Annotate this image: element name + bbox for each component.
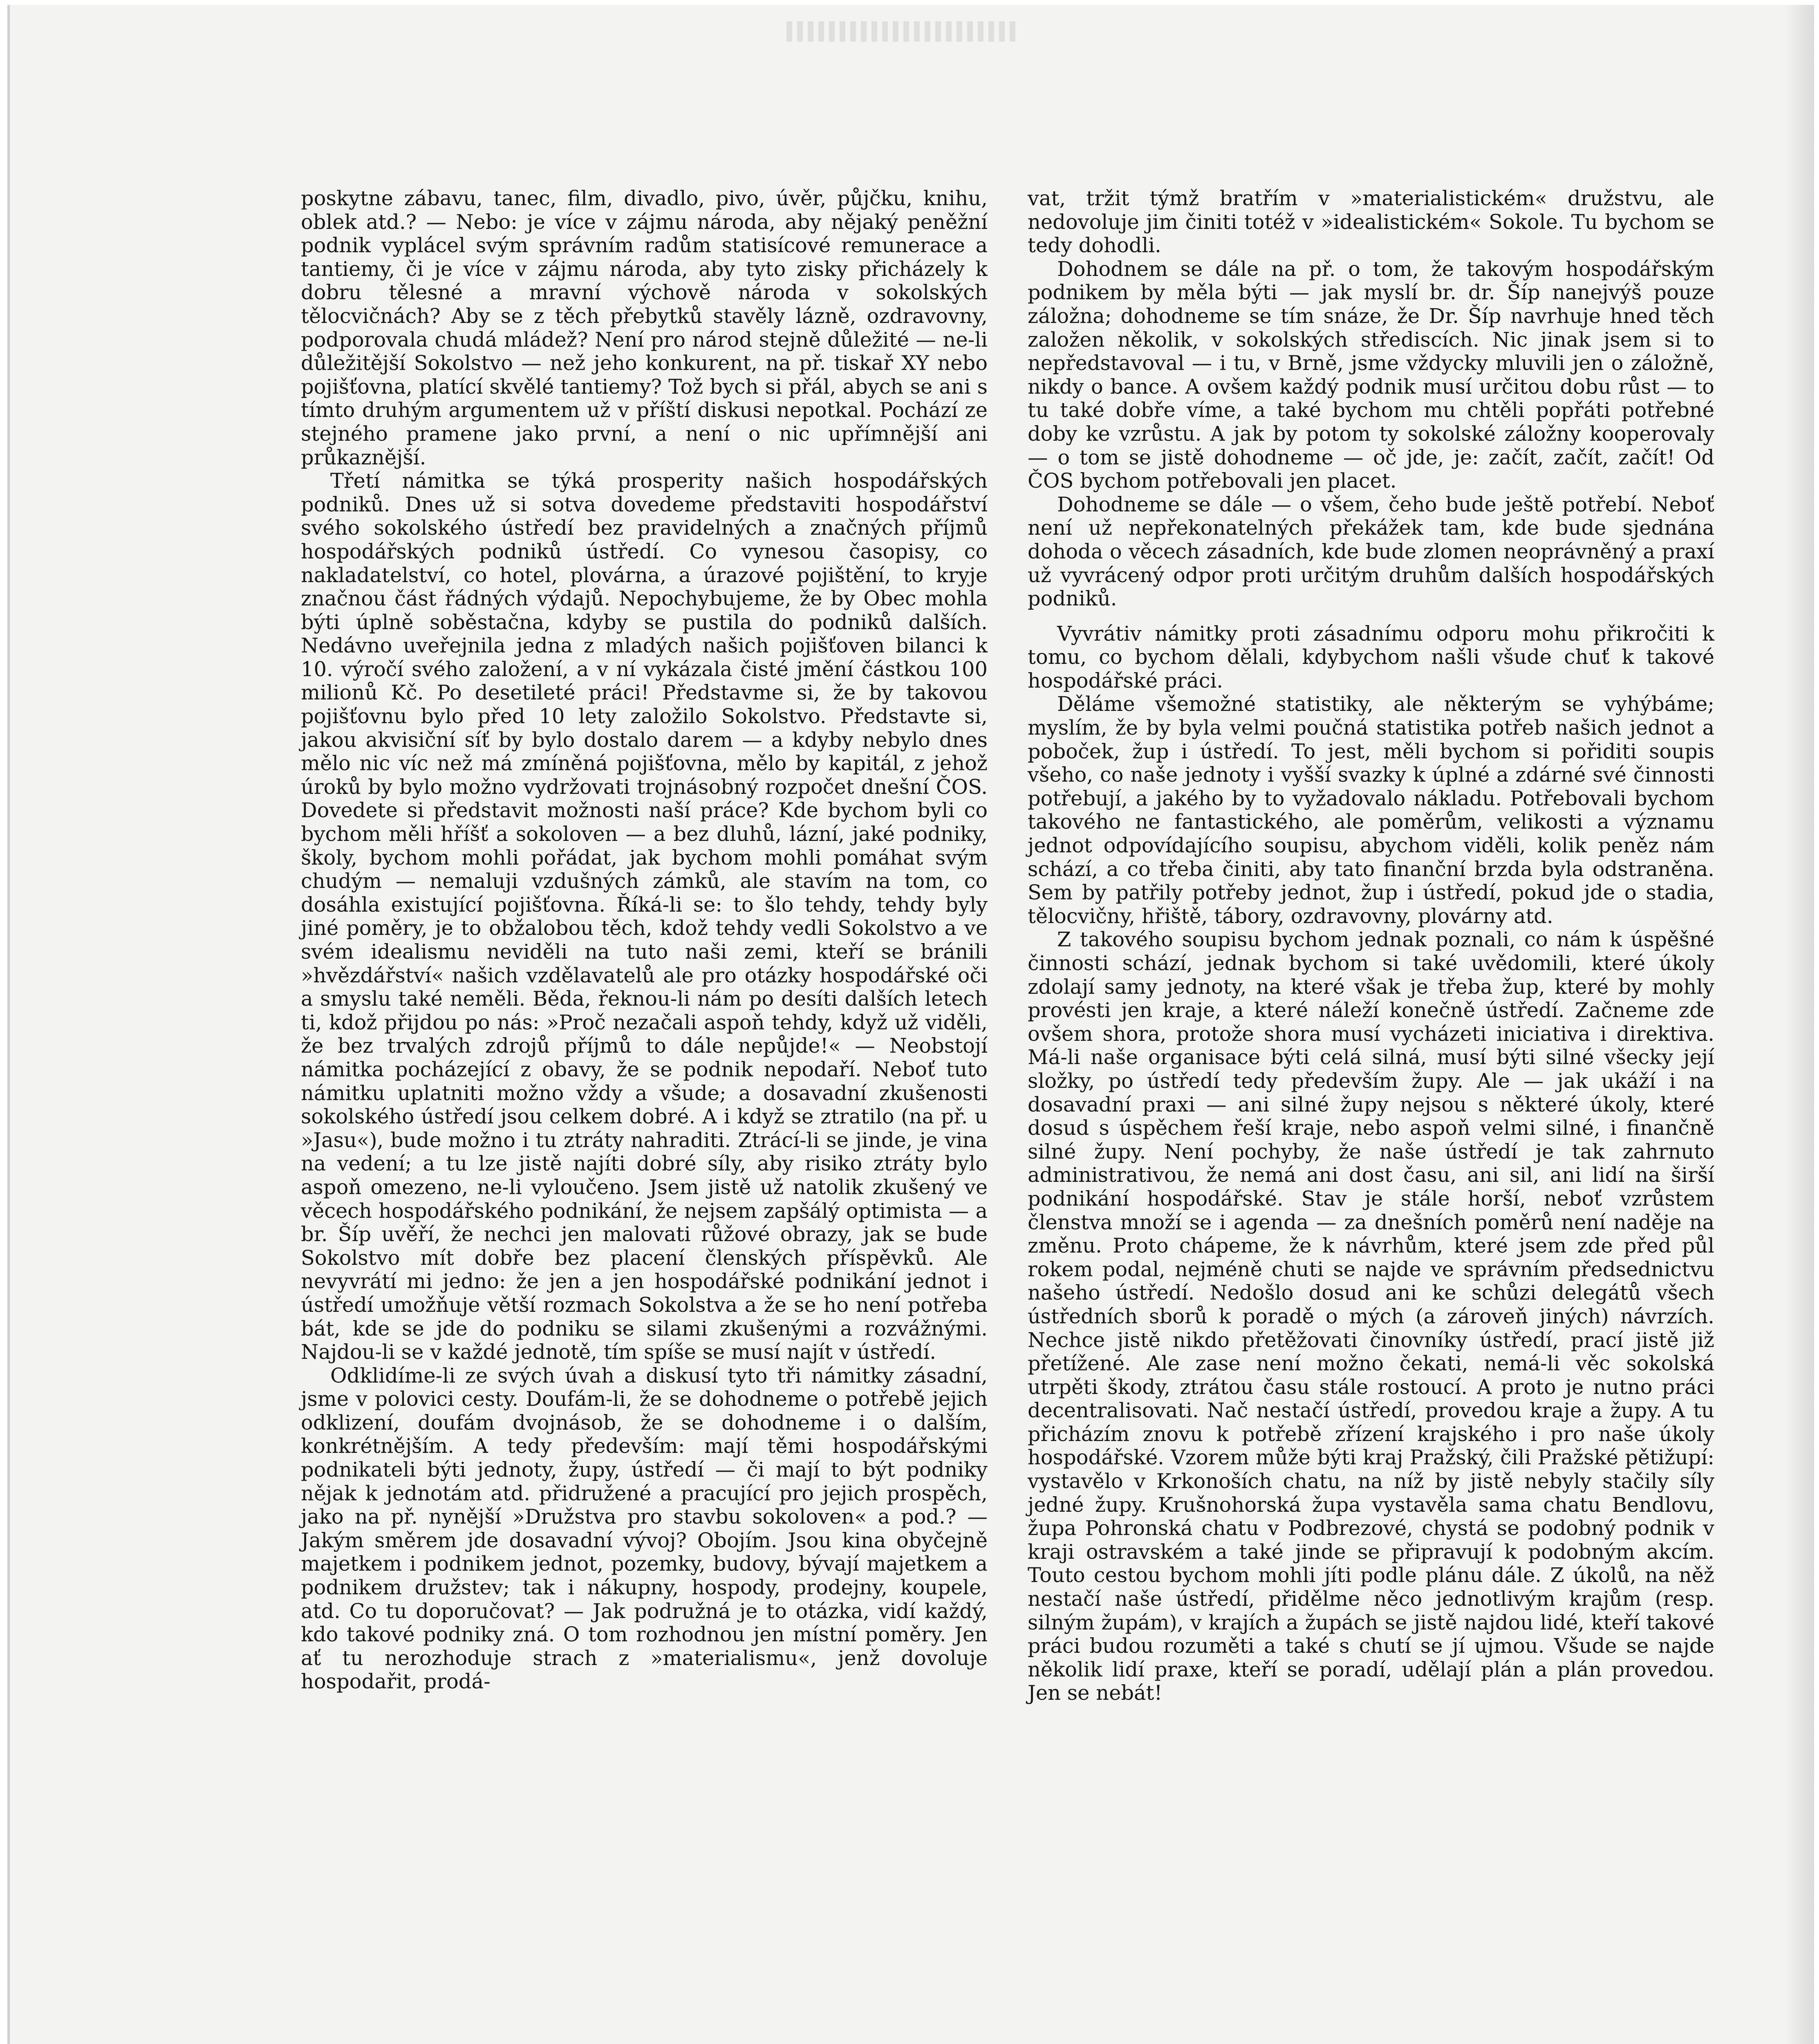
left-paragraph-1: poskytne zábavu, tanec, film, divadlo, pivo, úvěr, půjčku, knihu, oblek atd.? — Nebo: je více v zájmu národa, aby nějaký peněžní podnik vyplácel svým správním radům statisícové remunerace a tantiemy, či je více v zájmu národa, aby tyto zisky přicházely k dobru tělesné a mravní výchově národa v sokolských tělocvičnách? Aby se z těch přebytků stavěly lázně, ozdravovny, podporovala chudá mládež? Není pro národ stejně důležité — ne-li důležitější Sokolstvo — než jeho konkurent, na př. tiskař XY nebo pojišťovna, platící skvělé tantiemy? Tož bych si přál, abych se ani s tímto druhým argumentem už v příští diskusi nepotkal. Pochází ze stejného pramene jako první, a není o nic upřímnější ani průkaznější. [301, 186, 988, 469]
right-paragraph-6: Z takového soupisu bychom jednak poznali, co nám k úspěšné činnosti schází, jednak bychom si také uvědomili, které úkoly zdolají samy jednoty, na které však je třeba žup, které by mohly provésti jen kraje, a které náleží konečně ústředí. Začneme zde ovšem shora, protože shora musí vycházeti iniciativa i direktiva. Má-li naše organisace býti celá silná, musí býti silné všecky její složky, po ústředí tedy především župy. Ale — jak ukáží i na dosavadní praxi — ani silné župy nejsou s některé úkoly, které dosud s úspěchem řeší kraje, nebo aspoň velmi silné, i finančně silné župy. Není pochyby, že naše ústředí je tak zahrnuto administrativou, že nemá ani dost času, ani sil, ani lidí na širší podnikání hospodářské. Stav je stále horší, neboť vzrůstem členstva množí se i agenda — za dnešních poměrů není naděje na změnu. Proto chápeme, že k návrhům, které jsem zde před půl rokem podal, nejméně chuti se najde ve správním předsednictvu našeho ústředí. Nedošlo dosud ani ke schůzi delegátů všech ústředních sborů k poradě o mých (a zároveň jiných) návrzích. Nechce jistě nikdo přetěžovati činovníky ústředí, prací jistě již přetížené. Ale zase není možno čekati, nemá-li věc sokolská utrpěti škody, ztrátou času stále rostoucí. A proto je nutno práci decentralisovati. Nač nestačí ústředí, provedou kraje a župy. A tu přicházím znovu k potřebě zřízení krajského i pro naše úkoly hospodářské. Vzorem může býti kraj Pražský, čili Pražské pětižupí: vystavělo v Krkonoších chatu, na níž by jistě nebyly stačily síly jedné župy. Krušnohorská župa vystavěla sama chatu Bendlovu, župa Pohronská chatu v Podbrezové, chystá se podobný podnik v kraji ostravském a také jinde se připravují k podobným akcím. Touto cestou bychom mohli jíti podle plánu dále. Z úkolů, na něž nestačí naše ústředí, přidělme něco jednotlivým krajům (resp. silným župám), v krajích a župách se jistě najdou lidé, kteří takové práci budou rozuměti a také s chutí se jí ujmou. Všude se najde několik lidí praxe, kteří se poradí, udělají plán a plán provedou. Jen se nebát! [1028, 928, 1714, 1705]
right-paragraph-5: Děláme všemožné statistiky, ale některým se vyhýbáme; myslím, že by byla velmi poučná statistika potřeb našich jednot a poboček, žup i ústředí. To jest, měli bychom si pořiditi soupis všeho, co naše jednoty i vyšší svazky k úplné a zdárné své činnosti potřebují, a jakého by to vyžadovalo nákladu. Potřebovali bychom takového ne fantastického, ale poměrům, velikosti a významu jednot odpovídajícího soupisu, abychom viděli, kolik peněz nám schází, a co třeba činiti, aby tato finanční brzda byla odstraněna. Sem by patřily potřeby jednot, žup i ústředí, pokud jde o stadia, tělocvičny, hřiště, tábory, ozdravovny, plovárny atd. [1028, 692, 1714, 928]
left-paragraph-3: Odklidíme-li ze svých úvah a diskusí tyto tři námitky zásadní, jsme v polovici cesty. Doufám-li, že se dohodneme o potřebě jejich odklizení, doufám dvojnásob, že se dohodneme i o dalším, konkrétnějším. A tedy především: mají těmi hospodářskými podnikateli býti jednoty, župy, ústředí — či mají to být podniky nějak k jednotám atd. přidružené a pracující pro jejich prospěch, jako na př. nynější »Družstva pro stavbu sokoloven« a pod.? — Jakým směrem jde dosavadní vývoj? Obojím. Jsou kina obyčejně majetkem i podnikem jednot, pozemky, budovy, bývají majetkem a podnikem družstev; tak i nákupny, hospody, prodejny, koupele, atd. Co tu doporučovat? — Jak podružná je to otázka, vidí každý, kdo takové podniky zná. O tom rozhodnou jen místní poměry. Jen ať tu nerozhoduje strach z »materialismu«, jenž dovoluje hospodařit, prodá- [301, 1363, 988, 1694]
scan-header-mark [786, 21, 1015, 42]
right-paragraph-1: vat, tržit týmž bratřím v »materialistickém« družstvu, ale nedovoluje jim činiti totéž v »idealistickém« Sokole. Tu bychom se tedy dohodli. [1028, 186, 1714, 258]
right-paragraph-2: Dohodnem se dále na př. o tom, že takovým hospodářským podnikem by měla býti — jak myslí br. dr. Šíp nanejvýš pouze záložna; dohodneme se tím snáze, že Dr. Šíp navrhuje hned těch založen několik, v sokolských střediscích. Nic jinak jsem si to nepředstavoval — i tu, v Brně, jsme vždycky mluvili jen o záložně, nikdy o bance. A ovšem každý podnik musí určitou dobu růst — to tu také dobře víme, a také bychom mu chtěli popřáti potřebné doby ke vzrůstu. A jak by potom ty sokolské záložny kooperovaly — o tom se jistě dohodneme — oč jde, je: začít, začít, začít! Od ČOS bychom potřebovali jen placet. [1028, 257, 1714, 493]
page-fold-shadow [1785, 5, 1814, 2044]
document-page [7, 5, 1814, 2044]
left-column [301, 187, 988, 1694]
left-paragraph-2: Třetí námitka se týká prosperity našich hospodářských podniků. Dnes už si sotva dovedeme představiti hospodářství svého sokolského ústředí bez pravidelných a značných příjmů hospodářských podniků ústředí. Co vynesou časopisy, co nakladatelství, co hotel, plovárna, a úrazové pojištění, to kryje značnou část řádných výdajů. Nepochybujeme, že by Obec mohla býti úplně soběstačna, kdyby se pustila do podniků dalších. Nedávno uveřejnila jedna z mladých našich pojišťoven bilanci k 10. výročí svého založení, a v ní vykázala čisté jmění částkou 100 milionů Kč. Po desetileté práci! Představme si, že by takovou pojišťovnu bylo před 10 lety založilo Sokolstvo. Představte si, jakou akvisiční síť by bylo dostalo darem — a kdyby nebylo dnes mělo nic víc než má zmíněná pojišťovna, mělo by kapitál, z jehož úroků by bylo možno vydržovati trojnásobný rozpočet dnešní ČOS. Dovedete si představit možnosti naší práce? Kde bychom byli co bychom měli hříšť a sokoloven — a bez dluhů, lázní, jaké podniky, školy, bychom mohli pořádat, jak bychom mohli pomáhat svým chudým — nemaluji vzdušných zámků, ale stavím na tom, co dosáhla existující pojišťovna. Říká-li se: to šlo tehdy, tehdy byly jiné poměry, je to obžalobou těch, kdož tehdy vedli Sokolstvo a ve svém idealismu neviděli na tuto naši zemi, kteří se bránili »hvězdářství« našich vzdělavatelů ale pro otázky hospodářské oči a smyslu také neměli. Běda, řeknou-li nám po desíti dalších letech ti, kdož přijdou po nás: »Proč nezačali aspoň tehdy, když už viděli, že bez trvalých zdrojů příjmů to dále nepůjde!« — Neobstojí námitka pocházející z obavy, že se podnik nepodaří. Neboť tuto námitku uplatniti možno vždy a všude; a dosavadní zkušenosti sokolského ústředí jsou celkem dobré. A i když se ztratilo (na př. u »Jasu«), bude možno i tu ztráty nahraditi. Ztrácí-li se jinde, je vina na vedení; a tu lze jistě najíti dobré síly, aby risiko ztráty bylo aspoň omezeno, ne-li vyloučeno. Jsem jistě už natolik zkušený ve věcech hospodářského podnikání, že nejsem zapšálý optimista — a br. Šíp uvěří, že nechci jen malovati růžové obrazy, jak se bude Sokolstvo mít dobře bez placení členských příspěvků. Ale nevyvrátí mi jedno: že jen a jen hospodářské podnikání jednot i ústředí umožňuje větší rozmach Sokolstva a že se ho není potřeba bát, kde se jde do podniku se silami zkušenými a rozvážnými. Najdou-li se v každé jednotě, tím spíše se musí najít v ústředí. [301, 469, 988, 1364]
right-paragraph-3: Dohodneme se dále — o všem, čeho bude ještě potřebí. Neboť není už nepřekonatelných překážek tam, kde bude sjednána dohoda o věcech zásadních, kde bude zlomen neoprávněný a praxí už vyvrácený odpor proti určitým druhům dalších hospodářských podniků. [1028, 492, 1714, 611]
right-column [1028, 187, 1714, 1705]
right-paragraph-4: Vyvrátiv námitky proti zásadnímu odporu mohu přikročiti k tomu, co bychom dělali, kdybychom našli všude chuť k takové hospodářské práci. [1028, 621, 1714, 693]
